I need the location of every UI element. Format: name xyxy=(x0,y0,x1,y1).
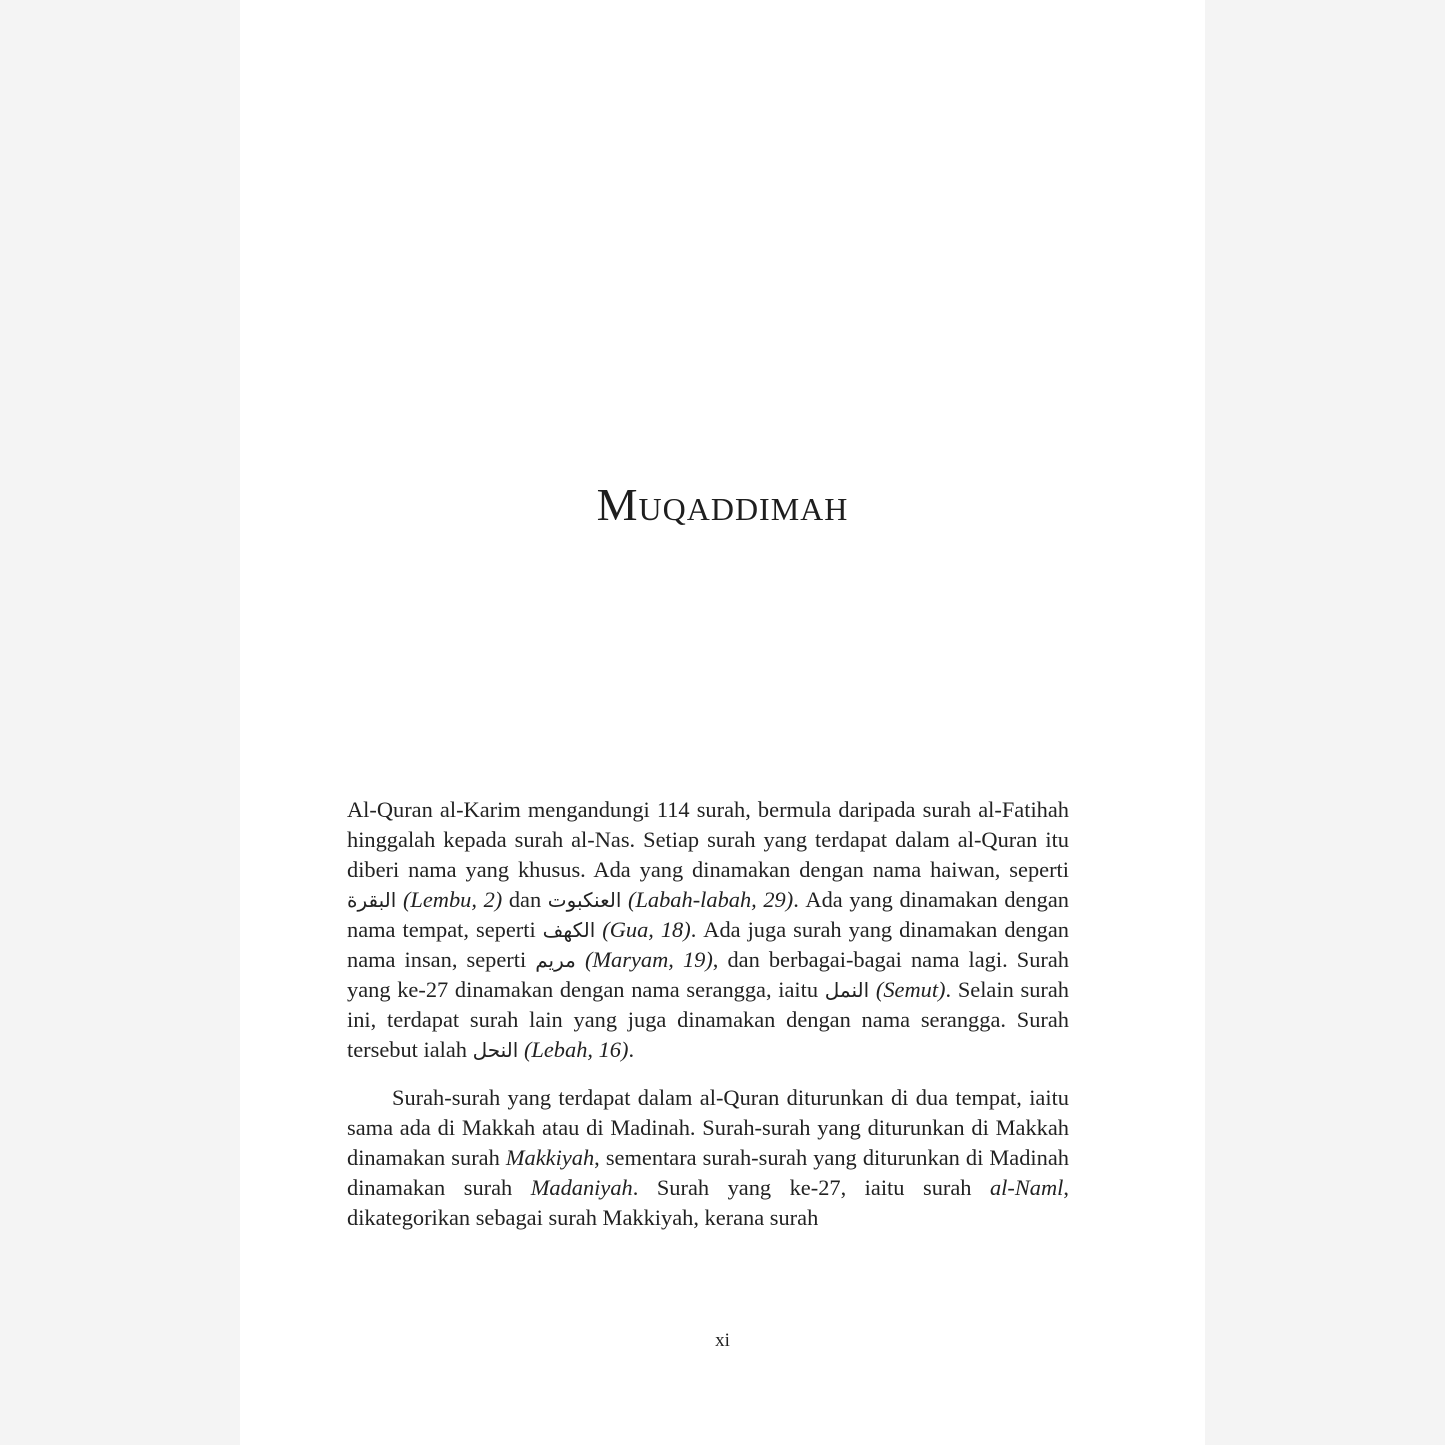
body-text xyxy=(347,795,1069,1251)
surah-translation: (Lembu, 2) xyxy=(402,887,503,912)
text-run: Surah-surah yang terdapat dalam al-Quran diturunkan di dua tempat, iaitu sama ada di Makkah atau di Madinah. Surah-surah yang diturunkan di Makkah dinamakan surah xyxy=(347,1085,1069,1170)
text-run: . Ada yang dinamakan dengan nama tempat, seperti xyxy=(347,887,1069,942)
arabic-surah-name: مريم xyxy=(535,948,576,972)
chapter-title: Muqaddimah xyxy=(596,479,849,530)
italic-term: Makkiyah xyxy=(505,1145,595,1170)
text-run: . Ada juga surah yang dinamakan dengan nama insan, seperti xyxy=(347,917,1069,972)
text-run: . Surah yang ke-27, iaitu surah xyxy=(632,1175,990,1200)
page-number: xi xyxy=(715,1330,730,1351)
arabic-surah-name: النحل xyxy=(472,1038,519,1062)
surah-translation: (Gua, 18) xyxy=(602,917,691,942)
italic-term: Madaniyah xyxy=(530,1175,633,1200)
text-run: . Selain surah ini, terdapat surah lain yang juga dinamakan dengan nama serangga. Surah tersebut ialah xyxy=(347,977,1069,1062)
text-run: , dikategorikan sebagai surah Makkiyah, kerana surah xyxy=(347,1175,1069,1230)
surah-translation: (Labah-labah, 29) xyxy=(628,887,794,912)
text-run: , sementara surah-surah yang diturunkan di Madinah dinamakan surah xyxy=(347,1145,1069,1200)
text-run: Al-Quran al-Karim mengandungi 114 surah, bermula daripada surah al-Fatihah hinggalah kepada surah al-Nas. Setiap surah yang terdapat dalam al-Quran itu diberi nama yang khusus. Ada yang dinamakan dengan nama haiwan, seperti xyxy=(347,797,1069,882)
arabic-surah-name: النمل xyxy=(824,978,870,1002)
book-page xyxy=(240,0,1205,1445)
arabic-surah-name: البقرة xyxy=(347,888,397,912)
surah-translation: (Lebah, 16) xyxy=(523,1037,629,1062)
text-run: dan xyxy=(502,887,548,912)
paragraph-1 xyxy=(347,795,1069,1065)
italic-term: al-Naml xyxy=(989,1175,1064,1200)
text-run: , dan berbagai-bagai nama lagi. Surah yang ke-27 dinamakan dengan nama serangga, iaitu xyxy=(347,947,1069,1002)
surah-translation: (Maryam, 19) xyxy=(584,947,713,972)
paragraph-2 xyxy=(347,1083,1069,1233)
surah-translation: (Semut) xyxy=(875,977,946,1002)
arabic-surah-name: العنكبوت xyxy=(547,888,622,912)
arabic-surah-name: الكهف xyxy=(542,918,596,942)
text-run: . xyxy=(628,1037,635,1062)
